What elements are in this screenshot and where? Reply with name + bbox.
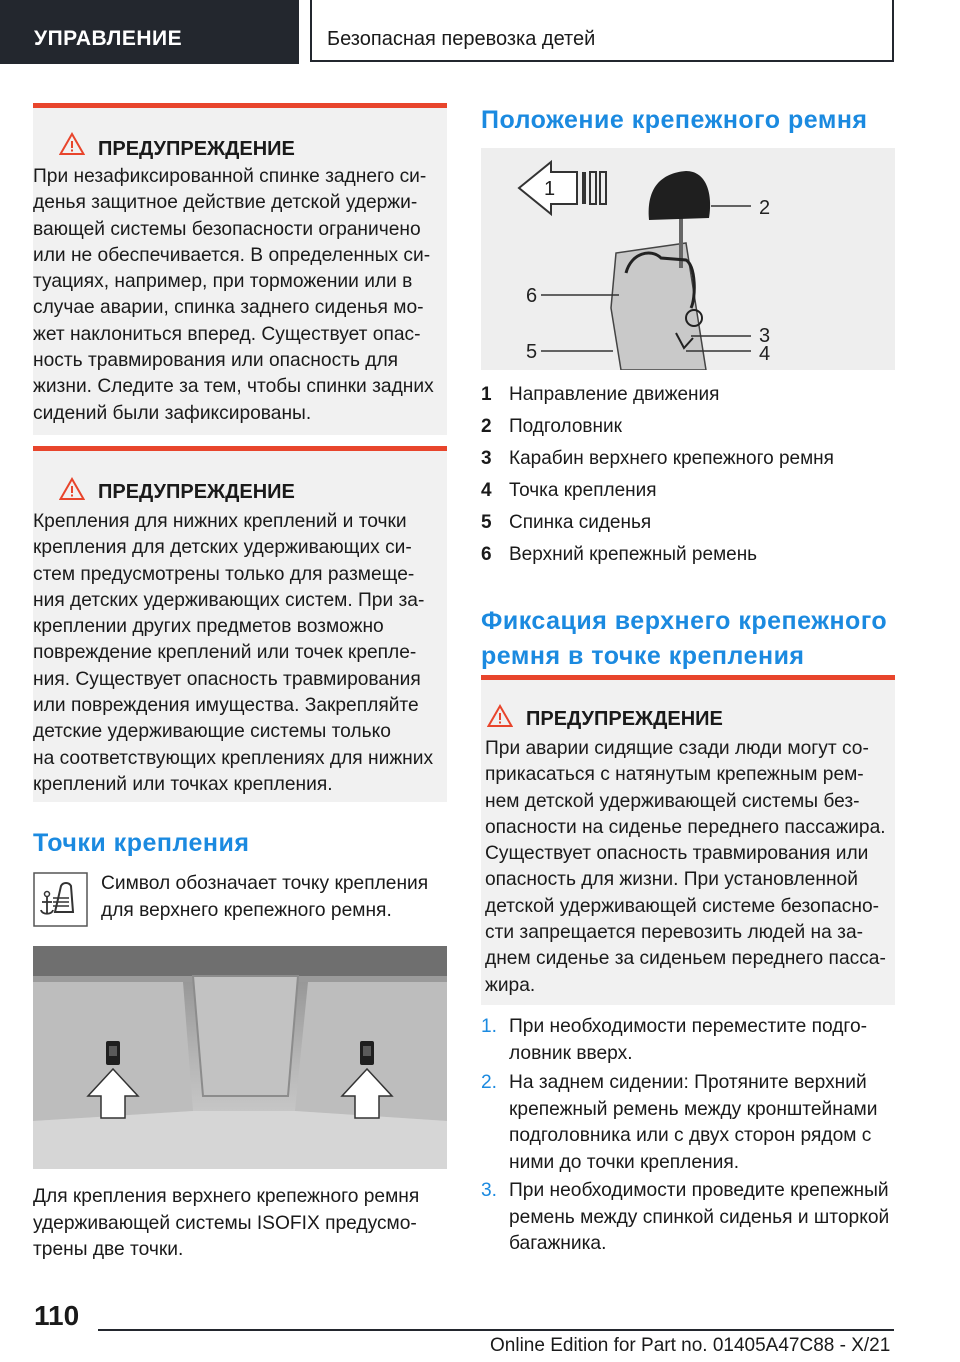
diagram-label-5: 5 bbox=[526, 341, 538, 363]
diagram-label-1: 1 bbox=[544, 178, 556, 200]
diagram-label-2: 2 bbox=[759, 197, 771, 219]
warning-triangle-icon bbox=[59, 477, 85, 501]
cargo-area-anchor-photo bbox=[33, 946, 447, 1169]
warning-text: При незафиксированной спинке заднего си- денья защитное действие детской удержи- вающей системы безопасности ограничено или не обеспечивается. В определенных си- туациях, например, при торможении или в случае аварии, спинка заднего сиденья мо- жет наклониться вперед. Существует опас- ность травмирования или опасность для жизни. Следите за тем, чтобы спинки задних сидений были зафиксированы. bbox=[33, 166, 434, 424]
strap-position-heading: Положение крепежного ремня bbox=[481, 106, 868, 134]
warning-box-3 bbox=[481, 675, 895, 1005]
diagram-label-6: 6 bbox=[526, 285, 538, 307]
warning-text: При аварии сидящие сзади люди могут со- прикасаться с натянутым крепежным рем- нем детской удерживающей системы без- опасности на сиденье переднего пассажира. Существует опасность травмирования или опасность для жизни. При установленной детской удерживающей системе безопасно- сти запрещается перевозить людей на за- днем сиденье за сиденьем переднего пасса- жира. bbox=[485, 738, 886, 996]
tether-strap-diagram bbox=[481, 148, 895, 370]
warning-title: ПРЕДУПРЕЖДЕНИЕ bbox=[526, 708, 723, 730]
diagram-label-3: 3 bbox=[759, 325, 771, 347]
warning-triangle-icon bbox=[487, 704, 513, 728]
warning-text: Крепления для нижних креплений и точки крепления для детских удерживающих си- стем предусмотрены только для размеще- ния детских удерживающих систем. При за- креплении других предметов возможно повреждение креплений или точек крепле- ния. Существует опасность травмирования или повреждения имущества. Закрепляйте детские удерживающие системы только на соответствующих креплениях для нижних креплений или точках крепления. bbox=[33, 511, 434, 795]
section-title: УПРАВЛЕНИЕ bbox=[34, 27, 183, 50]
tether-anchor-symbol-icon bbox=[33, 872, 88, 927]
diagram-label-4: 4 bbox=[759, 343, 771, 365]
symbol-description: Символ обозначает точку крепления для верхнего крепежного ремня. bbox=[101, 873, 429, 921]
page-number: 110 bbox=[34, 1300, 80, 1331]
fixing-heading: Фиксация верхнего крепежного ремня в точке крепления bbox=[481, 607, 888, 670]
warning-box-2 bbox=[33, 446, 447, 802]
section-tab bbox=[0, 0, 299, 64]
footer-edition: Online Edition for Part no. 01405A47C88 - X/21 bbox=[490, 1335, 891, 1356]
chapter-title: Безопасная перевозка детей bbox=[327, 28, 596, 50]
warning-triangle-icon bbox=[59, 132, 85, 156]
footer-divider bbox=[98, 1329, 894, 1331]
warning-box-1 bbox=[33, 103, 447, 435]
chapter-tab bbox=[310, 0, 894, 62]
warning-title: ПРЕДУПРЕЖДЕНИЕ bbox=[98, 481, 295, 503]
anchor-points-heading: Точки крепления bbox=[33, 829, 250, 857]
warning-title: ПРЕДУПРЕЖДЕНИЕ bbox=[98, 138, 295, 160]
anchor-caption: Для крепления верхнего крепежного ремня удерживающей системы ISOFIX предусмо- трены две точки. bbox=[33, 1186, 420, 1260]
